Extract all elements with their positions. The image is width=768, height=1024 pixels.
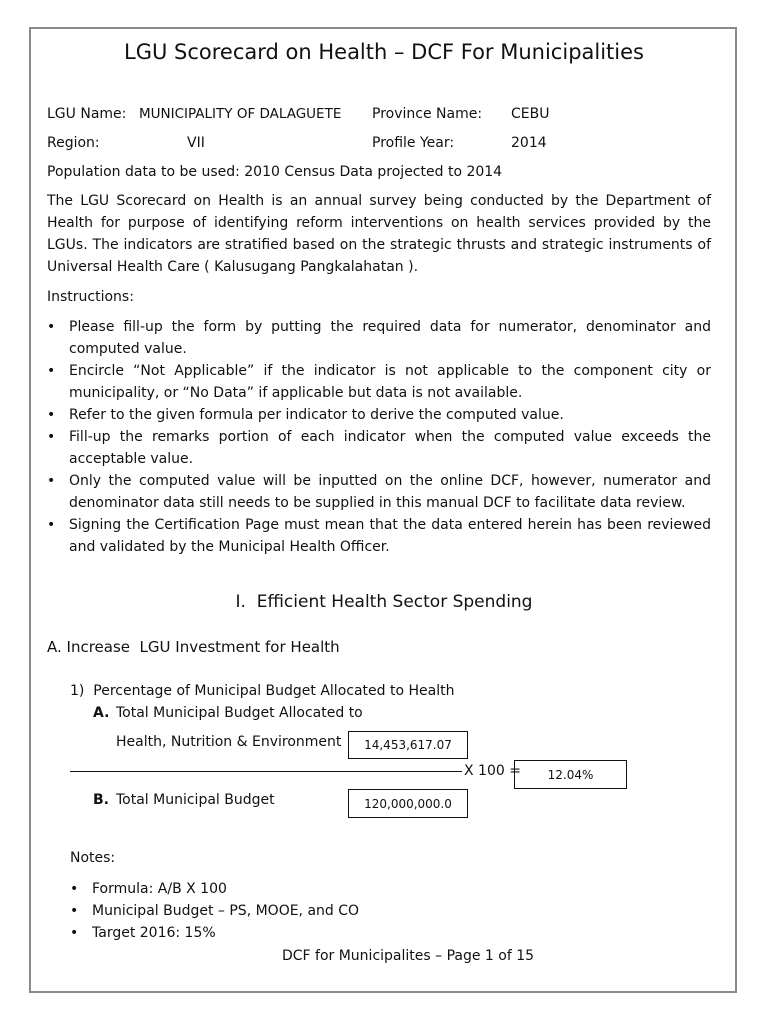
population-note: Population data to be used: 2010 Census Data projected to 2014 — [47, 164, 503, 180]
region-label: Region: — [47, 135, 100, 151]
instruction-item: • Only the computed value will be inputted on the online DCF, however, numerator and denominator data still needs to be supplied in this manual DCF to facilitate data review. — [47, 470, 711, 514]
denominator-label: Total Municipal Budget — [116, 792, 275, 808]
instruction-item: • Fill-up the remarks portion of each indicator when the computed value exceeds the acceptable value. — [47, 426, 711, 470]
section-title: Efficient Health Sector Spending — [256, 592, 533, 612]
note-item: • Formula: A/B X 100 — [70, 878, 359, 900]
instructions-list — [47, 316, 711, 558]
province-name-value: CEBU — [511, 106, 550, 122]
indicator-number: 1) — [70, 683, 85, 699]
province-name-label: Province Name: — [372, 106, 483, 122]
region-value: VII — [187, 135, 205, 151]
profile-year-label: Profile Year: — [372, 135, 455, 151]
numerator-label-line1: Total Municipal Budget Allocated to — [116, 705, 363, 721]
document-title: LGU Scorecard on Health – DCF For Municipalities — [124, 40, 644, 64]
section-number: I. — [235, 592, 246, 612]
notes-label: Notes: — [70, 850, 116, 866]
subsection-title: Increase LGU Investment for Health — [66, 638, 340, 656]
instructions-label: Instructions: — [47, 289, 134, 305]
multiplier-text: X 100 = — [464, 763, 521, 779]
instruction-item: • Signing the Certification Page must mean that the data entered herein has been reviewed and validated by the Municipal Health Officer. — [47, 514, 711, 558]
page-footer: DCF for Municipalites – Page 1 of 15 — [281, 948, 535, 964]
profile-year-value: 2014 — [511, 135, 547, 151]
instruction-item: • Refer to the given formula per indicator to derive the computed value. — [47, 404, 711, 426]
denominator-value-field[interactable]: 120,000,000.0 — [348, 789, 468, 818]
indicator-heading — [70, 683, 454, 699]
numerator-label-line2: Health, Nutrition & Environment — [116, 734, 342, 750]
numerator-value-field[interactable]: 14,453,617.07 — [348, 731, 468, 759]
section-heading — [0, 592, 768, 612]
subsection-heading — [47, 638, 340, 656]
lgu-name-label: LGU Name: — [47, 106, 127, 122]
denominator-letter: B. — [93, 792, 109, 808]
instruction-item: • Encircle “Not Applicable” if the indicator is not applicable to the component city or municipality, or “No Data” if applicable but data is not available. — [47, 360, 711, 404]
notes-list — [70, 878, 359, 944]
lgu-name-value: MUNICIPALITY OF DALAGUETE — [139, 106, 342, 122]
instruction-item: • Please fill-up the form by putting the required data for numerator, denominator and computed value. — [47, 316, 711, 360]
fraction-line — [70, 771, 462, 772]
intro-paragraph: The LGU Scorecard on Health is an annual survey being conducted by the Department of Health for purpose of identifying reform interventions on health services provided by the LGUs. The indicators are stratified based on the strategic thrusts and strategic instruments of Universal Health Care ( Kalusugang Pangkalahatan ). — [47, 193, 711, 275]
numerator-letter: A. — [93, 705, 110, 721]
indicator-title: Percentage of Municipal Budget Allocated to Health — [93, 683, 455, 699]
subsection-letter: A. — [47, 638, 62, 656]
note-item: • Target 2016: 15% — [70, 922, 359, 944]
computed-value-field[interactable]: 12.04% — [514, 760, 627, 789]
note-item: • Municipal Budget – PS, MOOE, and CO — [70, 900, 359, 922]
